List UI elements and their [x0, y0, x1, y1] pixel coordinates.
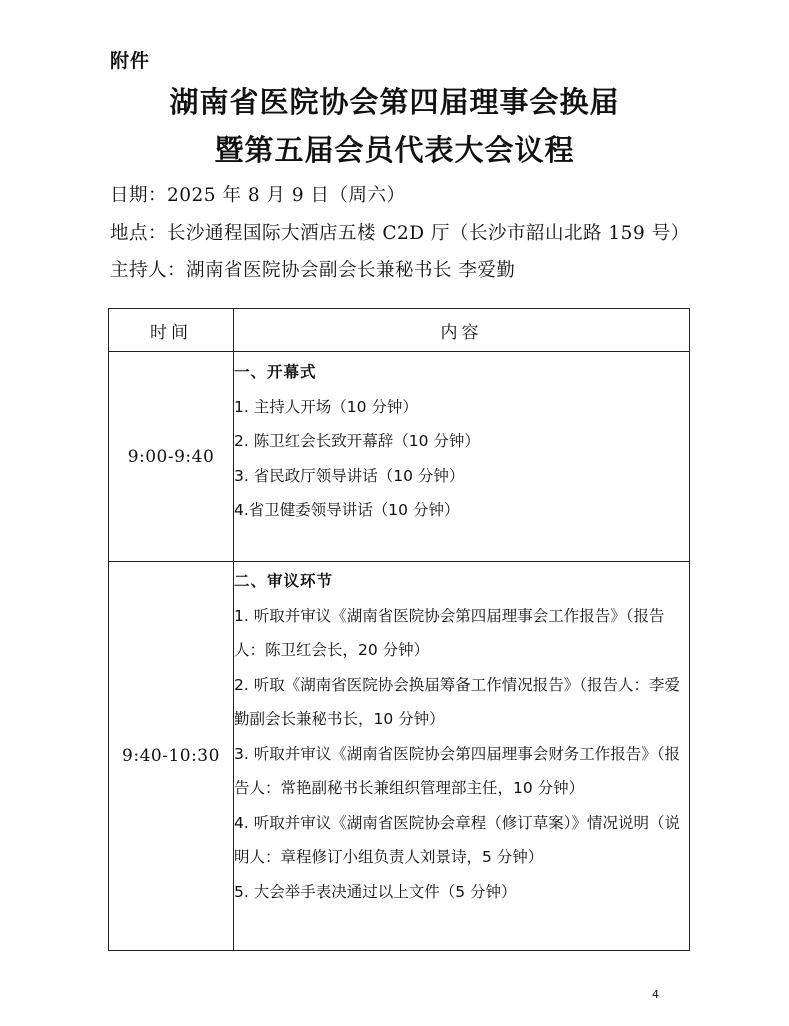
agenda-section-title: 二、审议环节 [234, 572, 334, 590]
meeting-date: 日期：2025 年 8 月 9 日（周六） [110, 185, 406, 206]
agenda-item: 2. 陈卫红会长致开幕辞（10 分钟） [234, 432, 480, 450]
agenda-item: 4.省卫健委领导讲话（10 分钟） [234, 501, 460, 519]
agenda-time: 9:00-9:40 [109, 352, 234, 562]
agenda-item: 1. 主持人开场（10 分钟） [234, 397, 418, 416]
agenda-item: 4. 听取并审议《湖南省医院协会章程（修订草案）》情况说明（说明人：章程修订小组负责人刘景诗，5 分钟） [234, 813, 680, 866]
attachment-label: 附件 [110, 50, 151, 72]
agenda-section-title: 一、开幕式 [234, 363, 317, 381]
agenda-time: 9:40-10:30 [109, 562, 234, 951]
agenda-header-row [109, 309, 690, 352]
document-title-line1: 湖南省医院协会第四届理事会换届 [169, 85, 620, 119]
agenda-item: 2. 听取《湖南省医院协会换届筹备工作情况报告》（报告人：李爱勤副会长兼秘书长，10 分钟） [234, 675, 680, 728]
agenda-content [234, 562, 690, 951]
agenda-item: 1. 听取并审议《湖南省医院协会第四届理事会工作报告》（报告人：陈卫红会长，20 分钟） [234, 606, 665, 659]
agenda-item: 5. 大会举手表决通过以上文件（5 分钟） [234, 882, 517, 901]
agenda-item: 3. 听取并审议《湖南省医院协会第四届理事会财务工作报告》（报告人：常艳副秘书长兼组织管理部主任，10 分钟） [234, 744, 680, 797]
document-title-line2: 暨第五届会员代表大会议程 [214, 133, 575, 167]
agenda-row [109, 562, 690, 951]
header-time: 时间 [109, 309, 234, 352]
agenda-table [108, 308, 690, 951]
page-number: 4 [652, 988, 659, 1001]
meeting-host: 主持人：湖南省医院协会副会长兼秘书长 李爱勤 [110, 260, 516, 281]
meeting-location: 地点：长沙通程国际大酒店五楼 C2D 厅（长沙市韶山北路 159 号） [110, 223, 690, 244]
header-content: 内容 [234, 309, 690, 352]
agenda-row [109, 352, 690, 562]
agenda-item: 3. 省民政厅领导讲话（10 分钟） [234, 466, 465, 485]
agenda-content [234, 352, 690, 562]
